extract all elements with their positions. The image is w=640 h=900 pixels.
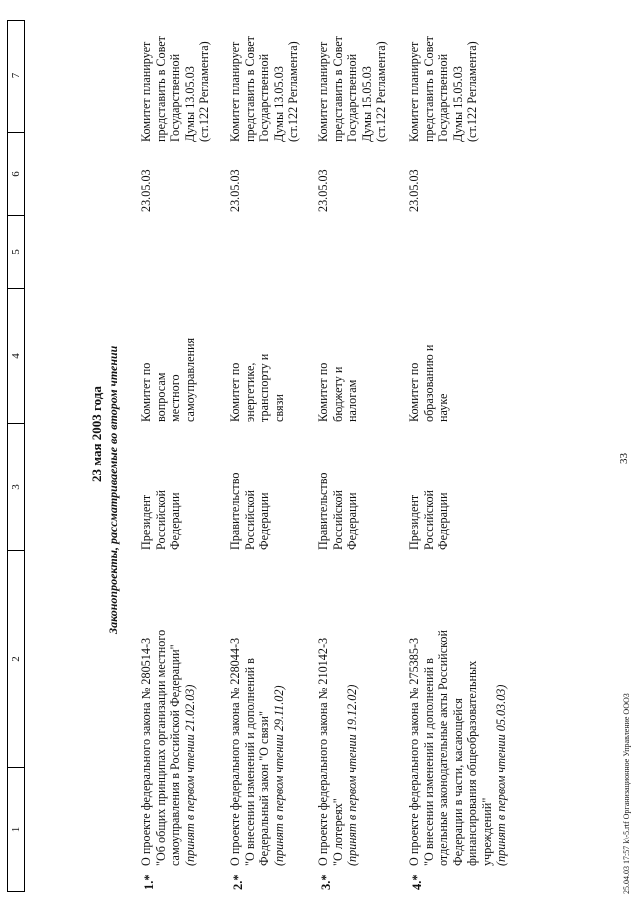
bill-title: О проекте федерального закона № 275385-3 "О внесении изменений и дополнений в отдельные законодательные акты Российской Федерации в части, касающейся финансирования общеобразовательных учреждений" (принят в первом чтении 05.03.03)	[407, 629, 508, 866]
bill-title: О проекте федерального закона № 228044-3 "О внесении изменений и дополнений в Федеральный закон "О связи" (принят в первом чтении 29.11.02)	[228, 637, 286, 866]
consideration-date: 23.05.03	[316, 169, 330, 212]
bill-status: Комитет планирует представить в Совет Государственной Думы 13.05.03 (ст.122 Регламента)	[139, 35, 211, 142]
header-col-5: 5	[8, 215, 24, 288]
bill-committee: Комитет по вопросам местного самоуправления	[139, 337, 197, 422]
row-number: 1.*	[142, 874, 156, 890]
bill-initiator: Президент Российской Федерации	[407, 489, 450, 550]
header-col-1: 1	[8, 767, 24, 891]
row-number: 3.*	[319, 874, 333, 890]
header-col-3: 3	[8, 423, 24, 550]
first-reading-note: (принят в первом чтении 29.11.02)	[271, 685, 286, 866]
footer-text: 25.04.03 17:57 k\-5.rtf Организационное Управление ООО3	[622, 693, 631, 894]
consideration-date: 23.05.03	[407, 169, 421, 212]
header-col-7: 7	[10, 72, 22, 79]
header-col-6: 6	[8, 132, 24, 215]
bill-status: Комитет планирует представить в Совет Государственной Думы 13.05.03 (ст.122 Регламента)	[228, 35, 300, 142]
consideration-date: 23.05.03	[228, 169, 242, 212]
bill-initiator: Правительство Российской Федерации	[316, 472, 359, 550]
bill-title: О проекте федерального закона № 280514-3 "Об общих принципах организации местного самоуправления в Российской Федерации" (принят в первом чтении 21.02.03)	[139, 629, 197, 866]
bill-committee: Комитет по бюджету и налогам	[316, 362, 359, 422]
bill-committee: Комитет по энергетике, транспорту и связи	[228, 353, 286, 422]
bill-title: О проекте федерального закона № 210142-3 "О лотереях" (принят в первом чтении 19.12.02)	[316, 637, 359, 866]
header-col-2: 2	[8, 550, 24, 767]
bill-initiator: Правительство Российской Федерации	[228, 472, 271, 550]
bill-committee: Комитет по образованию и науке	[407, 344, 450, 422]
page-number: 33	[618, 453, 630, 464]
first-reading-note: (принят в первом чтении 21.02.03)	[182, 684, 197, 866]
row-number: 2.*	[231, 874, 245, 890]
section-title: Законопроекты, рассматриваемые во втором чтении	[106, 345, 120, 634]
date-title: 23 мая 2003 года	[89, 386, 104, 482]
first-reading-note: (принят в первом чтении 05.03.03)	[494, 684, 508, 866]
first-reading-note: (принят в первом чтении 19.12.02)	[345, 684, 359, 866]
bill-status: Комитет планирует представить в Совет Государственной Думы 15.05.03 (ст.122 Регламента)	[407, 35, 479, 142]
consideration-date: 23.05.03	[139, 169, 153, 212]
row-number: 4.*	[410, 874, 424, 890]
bill-status: Комитет планирует представить в Совет Государственной Думы 15.05.03 (ст.122 Регламента)	[316, 35, 388, 142]
bill-initiator: Президент Российской Федерации	[139, 489, 182, 550]
header-col-4: 4	[8, 288, 24, 423]
table-header-row	[7, 20, 25, 892]
